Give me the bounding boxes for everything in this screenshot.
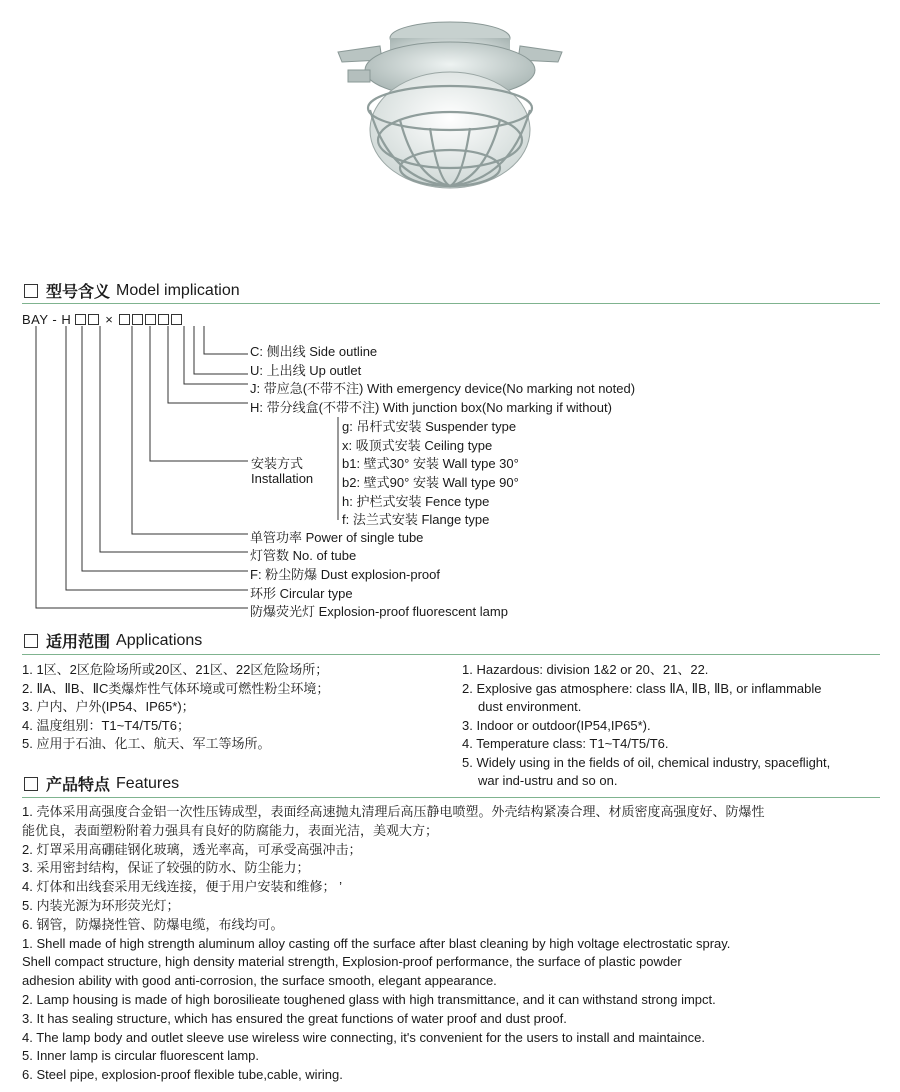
model-item: H: 带分线盒(不带不注) With junction box(No marking if without) <box>250 400 612 415</box>
install-type: g: 吊杆式安装 Suspender type <box>342 419 517 434</box>
checkbox-square-icon <box>24 777 38 791</box>
model-code-sep: × <box>105 312 114 327</box>
list-item: Shell compact structure, high density material strength, Explosion-proof performance, the surface of plastic powder <box>22 954 682 970</box>
list-item: 3. 采用密封结构，保证了较强的防水、防尘能力； <box>22 860 310 876</box>
list-item: 3. It has sealing structure, which has ensured the great functions of water proof and dust proof. <box>22 1010 567 1026</box>
model-item: 防爆荧光灯 Explosion-proof fluorescent lamp <box>250 604 508 619</box>
list-item: 2. Lamp housing is made of high borosilieate toughened glass with high transmittance, and it can withstand strong impct. <box>22 991 716 1007</box>
model-item: C: 侧出线 Side outline <box>250 344 378 359</box>
list-item: 1. 1区、2区危险场所或20区、21区、22区危险场所； <box>22 662 329 677</box>
features-heading <box>24 772 179 795</box>
installation-label-cn: 安装方式 <box>251 456 304 471</box>
install-type: h: 护栏式安装 Fence type <box>342 494 490 509</box>
list-item: 6. 钢管，防爆挠性管、防爆电缆，布线均可。 <box>22 916 284 932</box>
install-type: b1: 壁式30° 安装 Wall type 30° <box>342 456 519 471</box>
list-item: 2. Explosive gas atmosphere: class ⅡA, ⅡB, ⅡB, or inflammable <box>462 680 822 696</box>
list-item: 3. 户内、户外(IP54、IP65*)； <box>22 699 195 714</box>
list-item: war ind-ustru and so on. <box>478 773 618 788</box>
list-item: 6. Steel pipe, explosion-proof flexible tube,cable, wiring. <box>22 1067 343 1083</box>
model-heading-cn: 型号含义 <box>46 284 111 301</box>
applications-heading-cn: 适用范围 <box>46 634 111 651</box>
model-heading-en: Model implication <box>116 281 240 299</box>
model-item: 灯管数 No. of tube <box>250 548 357 563</box>
applications-heading <box>24 629 202 652</box>
list-item: 1. Shell made of high strength aluminum alloy casting off the surface after blast cleaning by high voltage electrostatic spray. <box>22 935 731 951</box>
features-heading-en: Features <box>116 774 180 792</box>
applications-en-list <box>462 661 830 791</box>
applications-heading-en: Applications <box>116 631 203 649</box>
model-item: U: 上出线 Up outlet <box>250 363 362 378</box>
list-item: 1. 壳体采用高强度合金铝一次性压铸成型，表面经高速抛丸清理后高压静电喷塑。外壳结构紧凑合理、材质密度高强度好、防爆性 <box>22 804 765 819</box>
model-item: F: 粉尘防爆 Dust explosion-proof <box>250 567 441 582</box>
list-item: 5. Inner lamp is circular fluorescent lamp. <box>22 1048 259 1064</box>
list-item: 1. Hazardous: division 1&2 or 20、21、22. <box>462 662 709 677</box>
list-item: dust environment. <box>478 699 582 714</box>
list-item: 4. Temperature class: T1~T4/T5/T6. <box>462 736 669 751</box>
section-divider <box>22 654 880 655</box>
model-item: 单管功率 Power of single tube <box>250 530 424 545</box>
install-type: b2: 壁式90° 安装 Wall type 90° <box>342 475 519 490</box>
model-item: J: 带应急(不带不注) With emergency device(No marking not noted) <box>250 381 636 396</box>
list-item: 4. The lamp body and outlet sleeve use wireless wire connecting, it's convenient for the users to install and maintaince. <box>22 1029 705 1045</box>
install-type: f: 法兰式安装 Flange type <box>342 512 490 527</box>
list-item: adhesion ability with good anti-corrosion, the surface smooth, elegant appearance. <box>22 973 497 989</box>
list-item: 5. 应用于石油、化工、航天、军工等场所。 <box>22 736 271 751</box>
applications-cn-list <box>22 661 329 754</box>
installation-label-en: Installation <box>251 471 314 486</box>
model-item: 环形 Circular type <box>250 586 353 601</box>
list-item: 4. 温度组别：T1~T4/T5/T6； <box>22 717 190 733</box>
install-type: x: 吸顶式安装 Ceiling type <box>342 438 493 453</box>
list-item: 2. 灯罩采用高硼硅钢化玻璃，透光率高，可承受高强冲击； <box>22 841 362 857</box>
checkbox-square-icon <box>24 634 38 648</box>
list-item: 4. 灯体和出线套采用无线连接，便于用户安装和维修； ’ <box>22 879 342 895</box>
features-list <box>22 803 764 1085</box>
list-item: 5. 内装光源为环形荧光灯； <box>22 897 180 913</box>
list-item: 3. Indoor or outdoor(IP54,IP65*). <box>462 717 651 733</box>
features-heading-cn: 产品特点 <box>46 777 111 794</box>
list-item: 5. Widely using in the fields of oil, chemical industry, spaceflight, <box>462 754 831 770</box>
list-item: 2. ⅡA、ⅡB、ⅡC类爆炸性气体环境或可燃性粉尘环境； <box>22 680 330 696</box>
section-divider <box>22 797 880 798</box>
list-item: 能优良，表面塑粉附着力强具有良好的防腐能力，表面光洁，美观大方； <box>22 822 439 838</box>
model-code-prefix: BAY - H <box>22 312 72 327</box>
